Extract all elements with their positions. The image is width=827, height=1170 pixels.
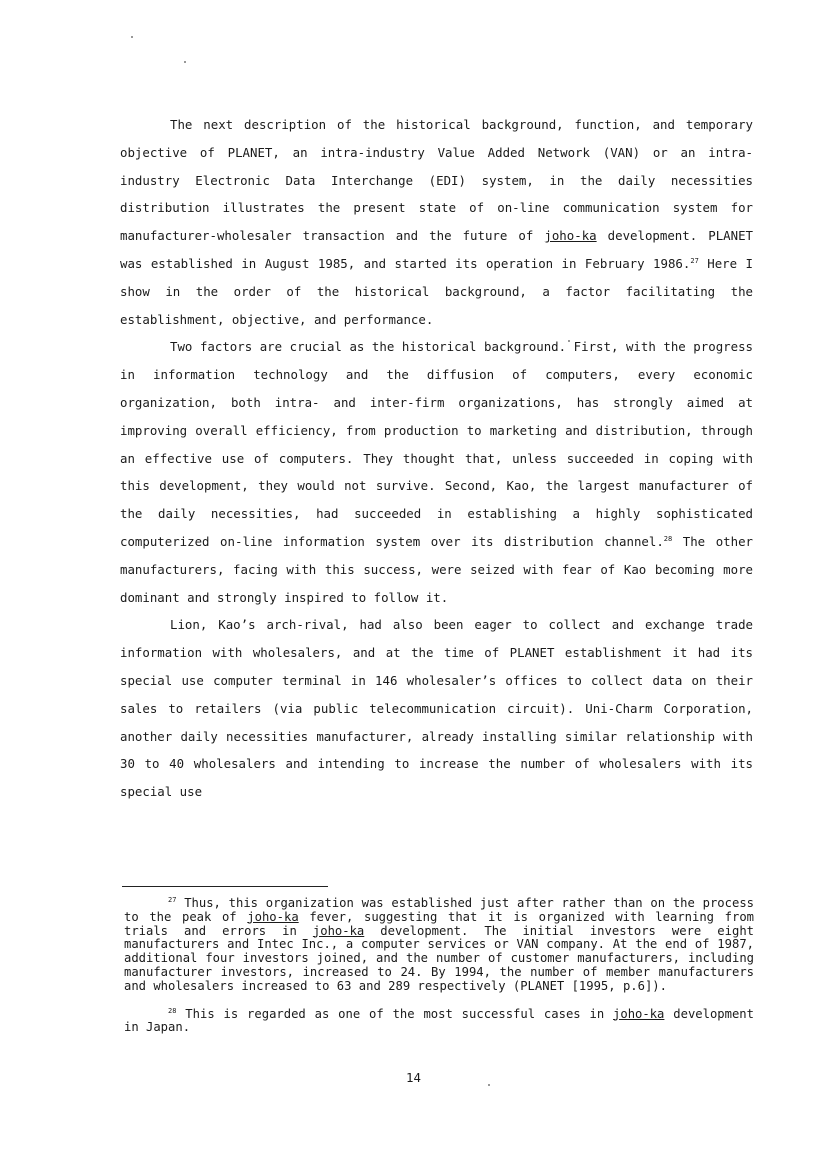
scan-speck [184,61,186,63]
footnote-text: Thus, this organization was established just after rather than on the process to the peak of [124,896,754,924]
term-joho-ka: joho-ka [613,1006,665,1021]
term-joho-ka: joho-ka [312,923,365,938]
paragraph-1 [120,111,753,333]
body-text [120,111,753,806]
footnote-separator [122,886,328,887]
paragraph-text: Two factors are crucial as the historical background. First, with the progress in information technology and the diffusion of computers, every economic organization, both intra- and inter-firm organizations, has strongly aimed at improving overall efficiency, from production to marketing and distribution, through an effective use of computers. They thought that, unless succeeded in coping with this development, they would not survive. Second, Kao, the largest manufacturer of the daily necessities, had succeeded in establishing a highly sophisticated computerized on-line information system over its distribution channel. [120,339,753,549]
footnote-mark: 28 [168,1006,177,1015]
footnote-text: fever, suggesting that it is organized with learning from trials and errors in [124,909,755,938]
footnotes [124,897,754,1035]
footnote-ref-27: 27 [690,256,699,265]
paragraph-text: development. PLANET was established in August 1985, and started its operation in February 1986. [120,228,753,271]
term-joho-ka: joho-ka [544,228,597,244]
paragraph-text: The next description of the historical background, function, and temporary objective of PLANET, an intra-industry Value Added Network (VAN) or an intra-industry Electronic Data Interchange (EDI) system, in the daily necessities distribution illustrates the present state of on-line communication system for manufacturer-wholesaler transaction and the future of [120,117,753,244]
paragraph-2 [120,333,753,611]
paragraph-text: The other manufacturers, facing with this success, were seized with fear of Kao becoming more dominant and strongly inspired to follow it. [120,533,753,605]
footnote-text: development. The initial investors were eight manufacturers and Intec Inc., a computer services or VAN company. At the end of 1987, additional four investors joined, and the number of customer manufacturers, including manufacturer investors, increased to 24. By 1994, the number of member manufacturers and wholesalers increased to 63 and 289 respectively (PLANET [1995, p.6]). [124,923,754,993]
paragraph-3 [120,611,753,806]
footnote-mark: 27 [168,895,177,904]
scan-speck [131,36,133,38]
term-joho-ka: joho-ka [247,909,299,924]
footnote-28 [124,1008,754,1036]
footnote-text: This is regarded as one of the most successful cases in [176,1006,614,1021]
paragraph-text: Lion, Kao’s arch-rival, had also been eager to collect and exchange trade information with wholesalers, and at the time of PLANET establishment it had its special use computer terminal in 146 wholesaler’s offices to collect data on their sales to retailers (via public telecommunication circuit). Uni-Charm Corporation, another daily necessities manufacturer, already installing similar relationship with 30 to 40 wholesalers and intending to increase the number of wholesalers with its special use [120,617,753,800]
footnote-27 [124,897,754,994]
page-number: 14 [406,1070,421,1085]
footnote-ref-28: 28 [663,534,673,543]
paragraph-text: Here I show in the order of the historical background, a factor facilitating the establishment, objective, and performance. [120,255,753,327]
footnote-text: development in Japan. [124,1006,754,1035]
